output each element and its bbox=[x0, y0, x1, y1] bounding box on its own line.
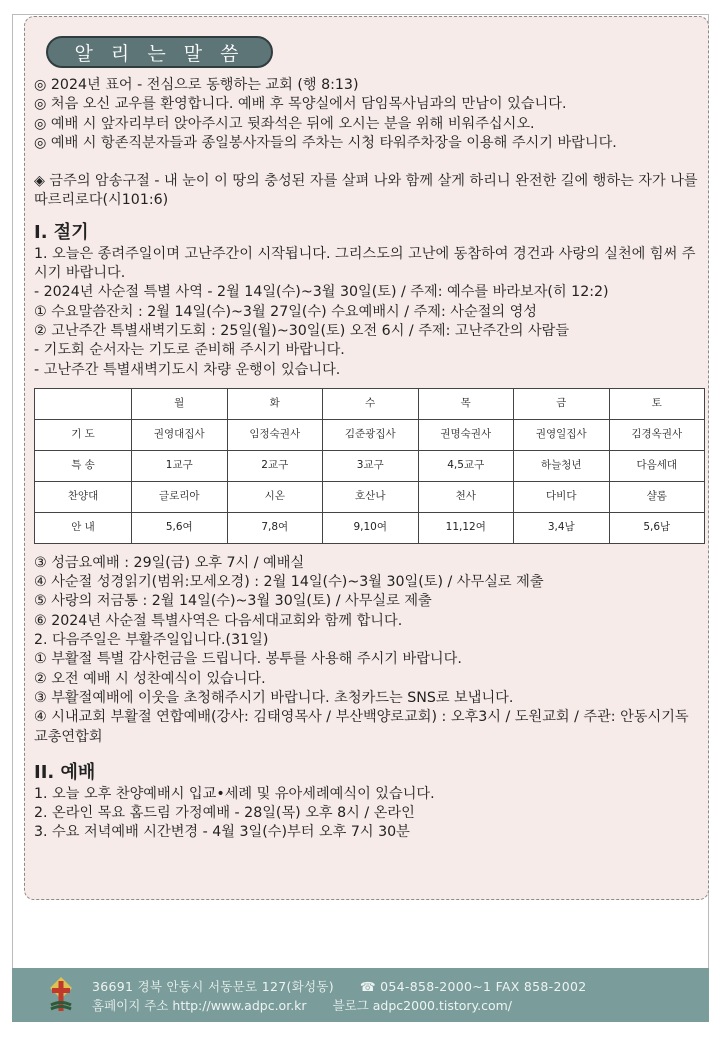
table-cell: 안 내 bbox=[35, 512, 132, 543]
table-row bbox=[35, 450, 705, 481]
footer-contact-line bbox=[92, 977, 587, 995]
section-line: ④ 사순절 성경읽기(범위:모세오경) : 2월 14일(수)~3월 30일(토) / 사무실로 제출 bbox=[34, 574, 544, 591]
table-row bbox=[35, 512, 705, 543]
church-phone: ☎ 054-858-2000~1 FAX 858-2002 bbox=[359, 979, 587, 994]
section-heading-worship: II. 예배 bbox=[34, 761, 96, 783]
section-line: 1. 오늘은 종려주일이며 고난주간이 시작됩니다. 그리스도의 고난에 동참하여 경건과 사랑의 실천에 힘써 주시기 바랍니다. bbox=[34, 245, 696, 282]
table-cell: 2교구 bbox=[227, 450, 323, 481]
church-cross-logo bbox=[48, 975, 74, 1013]
table-cell: 3교구 bbox=[323, 450, 419, 481]
blog-link[interactable]: 블로그 adpc2000.tistory.com/ bbox=[332, 998, 513, 1013]
table-cell: 특 송 bbox=[35, 450, 132, 481]
intro-line: ◎ 예배 시 앞자리부터 앉아주시고 뒷좌석은 뒤에 오시는 분을 위해 비워주십시오. bbox=[34, 115, 535, 132]
table-header-cell: 화 bbox=[227, 388, 323, 419]
table-cell: 김준광집사 bbox=[323, 419, 419, 450]
section-line: ① 수요말씀잔치 : 2월 14일(수)~3월 27일(수) 수요예배시 / 주제: 사순절의 영성 bbox=[34, 303, 537, 320]
table-header-cell: 목 bbox=[418, 388, 514, 419]
church-footer bbox=[12, 968, 709, 1022]
table-header-cell bbox=[35, 388, 132, 419]
table-cell: 글로리아 bbox=[132, 481, 228, 512]
table-cell: 찬양대 bbox=[35, 481, 132, 512]
section-line: ② 고난주간 특별새벽기도회 : 25일(월)~30일(토) 오전 6시 / 주제: 고난주간의 사람들 bbox=[34, 322, 570, 339]
church-address: 36691 경북 안동시 서동문로 127(화성동) bbox=[92, 979, 334, 994]
section-line: 2. 온라인 목요 홈드림 가정예배 - 28일(목) 오후 8시 / 온라인 bbox=[34, 805, 415, 822]
intro-line: ◎ 예배 시 항존직분자들과 종일봉사자들의 주차는 시청 타워주차장을 이용해 주시기 바랍니다. bbox=[34, 134, 617, 151]
page-title: 알 리 는 말 씀 bbox=[46, 36, 273, 68]
table-cell: 권영대집사 bbox=[132, 419, 228, 450]
table-row bbox=[35, 481, 705, 512]
section-line: - 2024년 사순절 특별 사역 - 2월 14일(수)~3월 30일(토) / 주제: 예수를 바라보자(히 12:2) bbox=[34, 284, 609, 301]
table-cell: 기 도 bbox=[35, 419, 132, 450]
section-line: 3. 수요 저녁예배 시간변경 - 4월 3일(수)부터 오후 7시 30분 bbox=[34, 824, 410, 841]
section-line: ⑥ 2024년 사순절 특별사역은 다음세대교회와 함께 합니다. bbox=[34, 612, 403, 629]
table-cell: 1교구 bbox=[132, 450, 228, 481]
section-line: ③ 성금요예배 : 29일(금) 오후 7시 / 예배실 bbox=[34, 554, 305, 571]
table-cell: 11,12여 bbox=[418, 512, 514, 543]
table-cell: 권명숙권사 bbox=[418, 419, 514, 450]
prayer-meeting-schedule-table bbox=[34, 388, 705, 544]
table-header-cell: 금 bbox=[514, 388, 610, 419]
table-cell: 다비다 bbox=[514, 481, 610, 512]
section-line: 2. 다음주일은 부활주일입니다.(31일) bbox=[34, 632, 269, 649]
table-cell: 9,10여 bbox=[323, 512, 419, 543]
table-header-cell: 수 bbox=[323, 388, 419, 419]
memory-verse: ◈ 금주의 암송구절 - 내 눈이 이 땅의 충성된 자를 살펴 나와 함께 살게 하리니 완전한 길에 행하는 자가 나를 따르리로다(시101:6) bbox=[34, 173, 698, 209]
section-line: ① 부활절 특별 감사헌금을 드립니다. 봉투를 사용해 주시기 바랍니다. bbox=[34, 651, 462, 668]
table-cell: 시온 bbox=[227, 481, 323, 512]
section-line: - 기도회 순서자는 기도로 준비해 주시기 바랍니다. bbox=[34, 342, 345, 359]
table-cell: 김경옥권사 bbox=[609, 419, 705, 450]
table-cell: 4,5교구 bbox=[418, 450, 514, 481]
table-cell: 하늘청년 bbox=[514, 450, 610, 481]
section-line: 1. 오늘 오후 찬양예배시 입교•세례 및 유아세례예식이 있습니다. bbox=[34, 785, 435, 802]
table-cell: 천사 bbox=[418, 481, 514, 512]
table-cell: 다음세대 bbox=[609, 450, 705, 481]
table-row bbox=[35, 419, 705, 450]
table-cell: 권영일집사 bbox=[514, 419, 610, 450]
table-cell: 3,4남 bbox=[514, 512, 610, 543]
section-line: ② 오전 예배 시 성찬예식이 있습니다. bbox=[34, 670, 266, 687]
section-line: ③ 부활절예배에 이웃을 초청해주시기 바랍니다. 초청카드는 SNS로 보냅니다. bbox=[34, 689, 514, 706]
table-header-row bbox=[35, 388, 705, 419]
table-header-cell: 월 bbox=[132, 388, 228, 419]
table-cell: 5,6남 bbox=[609, 512, 705, 543]
table-cell: 임정숙권사 bbox=[227, 419, 323, 450]
homepage-link[interactable]: 홈페이지 주소 http://www.adpc.or.kr bbox=[92, 998, 307, 1013]
table-cell: 샬롬 bbox=[609, 481, 705, 512]
table-cell: 5,6여 bbox=[132, 512, 228, 543]
section-line: ④ 시내교회 부활절 연합예배(강사: 김태영목사 / 부산백양로교회) : 오후3시 / 도원교회 / 주관: 안동시기독교총연합회 bbox=[34, 709, 689, 745]
intro-line: ◎ 2024년 표어 - 전심으로 동행하는 교회 (행 8:13) bbox=[34, 77, 359, 93]
table-cell: 7,8여 bbox=[227, 512, 323, 543]
announcement-content bbox=[34, 76, 700, 843]
section-line: ⑤ 사랑의 저금통 : 2월 14일(수)~3월 30일(토) / 사무실로 제출 bbox=[34, 593, 432, 610]
footer-web-line bbox=[92, 996, 512, 1014]
table-cell: 호산나 bbox=[323, 481, 419, 512]
section-line: - 고난주간 특별새벽기도시 차량 운행이 있습니다. bbox=[34, 361, 341, 378]
intro-line: ◎ 처음 오신 교우를 환영합니다. 예배 후 목양실에서 담임목사님과의 만남이 있습니다. bbox=[34, 96, 567, 113]
section-heading-seasons: I. 절기 bbox=[34, 221, 89, 243]
table-header-cell: 토 bbox=[609, 388, 705, 419]
